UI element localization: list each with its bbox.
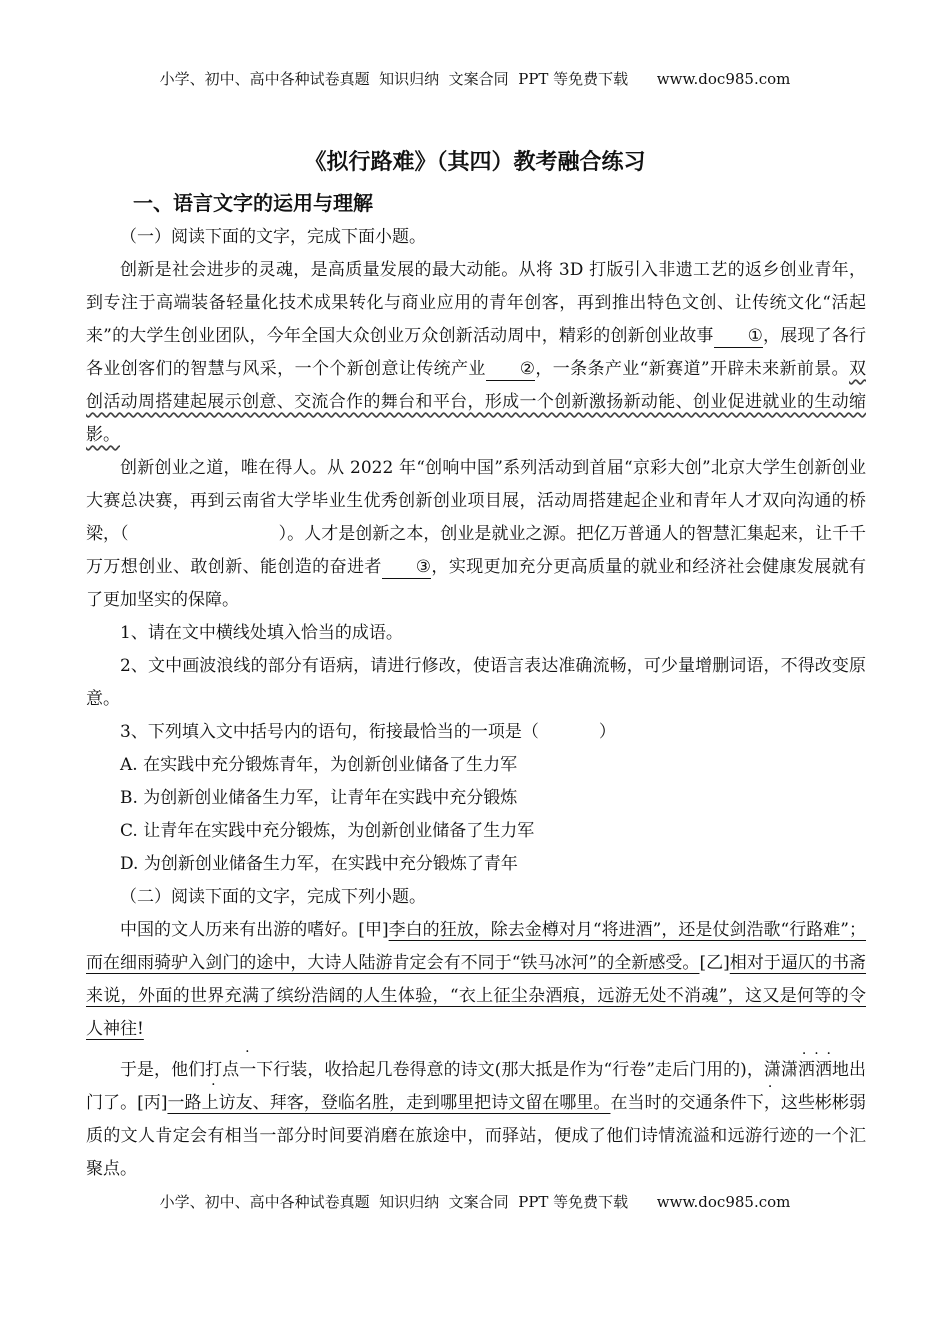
question-1: 1、请在文中横线处填入恰当的成语。 <box>120 623 403 643</box>
text: ，展现了各行各业创客们的智慧与风采，一个个新创意让传统产业 <box>86 326 866 379</box>
option-c: C. 让青年在实践中充分锻炼，为创新创业储备了生力军 <box>120 821 535 841</box>
question-2: 2、文中画波浪线的部分有语病，请进行修改，使语言表达准确流畅，可少量增删词语，不得改变原意。 <box>86 656 866 709</box>
blank-2: ② <box>486 358 535 381</box>
underlined-passage-jia: 李白的狂放，除去金樽对月“将进酒”，还是仗剑浩歌“行路难”；而在细雨骑驴入剑门的途中，大诗人陆游肯定会有不同于“铁马冰河”的全新感受。 <box>86 920 866 973</box>
part1-intro: （一）阅读下面的文字，完成下面小题。 <box>120 227 426 247</box>
text: 创新是社会进步的灵魂，是高质量发展的最大动能。从将 3D 打版引入非遗工艺的返乡创业青年，到专注于高端装备轻量化技术成果转化与商业应用的青年创客，再到推出特色文创、让传统文化“活起来”的大学生创业团队，今年全国大众创业万众创新活动周中，精彩的创新创业故事 <box>86 260 866 346</box>
part1-paragraph-1 <box>86 254 866 452</box>
text: ，一条条产业“新赛道”开辟未来新前景。 <box>535 359 849 379</box>
section-heading: 一、语言文字的运用与理解 <box>133 191 373 215</box>
dotted-word: 打点 · · <box>205 1060 239 1080</box>
blank-3: ③ <box>382 556 431 579</box>
text: 创新创业之道，唯在得人。从 2022 年“创响中国”系列活动到首届“京彩大创”北京大学生创新创业大赛总决赛，再到云南省大学毕业生优秀创新创业项目展，活动周搭建起企业和青年人才双向沟通的桥梁，（ <box>86 458 866 544</box>
document-body <box>86 221 866 1186</box>
page-title: 《拟行路难》（其四）教考融合练习 <box>304 150 646 175</box>
text: 地出门了。[丙] <box>86 1060 867 1113</box>
dotted-word: 潇潇洒洒 · · <box>764 1060 832 1080</box>
text: [乙] <box>699 953 730 973</box>
question-3 <box>86 716 866 749</box>
page-header: 小学、初中、高中各种试卷真题 知识归纳 文案合同 PPT 等免费下载 www.doc985.com <box>159 70 791 88</box>
page-footer: 小学、初中、高中各种试卷真题 知识归纳 文案合同 PPT 等免费下载 www.doc985.com <box>159 1193 791 1211</box>
part2-intro: （二）阅读下面的文字，完成下列小题。 <box>120 887 426 907</box>
part1-paragraph-2 <box>86 452 866 617</box>
text: 3、下列填入文中括号内的语句，衔接最恰当的一项是（ <box>120 722 539 742</box>
option-b: B. 为创新创业储备生力军，让青年在实践中充分锻炼 <box>120 788 518 808</box>
text: 于是，他们 <box>120 1060 206 1080</box>
underlined-passage-bing: 一路上访友、拜客，登临名胜，走到哪里把诗文留在哪里。 <box>167 1093 611 1113</box>
wavy-underlined-sentence: 双创活动周搭建起展示创意、交流合作的舞台和平台，形成一个创新激扬新动能、创业促进就业的生动缩影。 <box>86 359 866 445</box>
text: ，实现更加充分更高质量的就业和经济社会健康发展就有了更加坚实的保障。 <box>86 557 867 610</box>
underlined-passage-yi: 相对于逼仄的书斋来说，外面的世界充满了缤纷浩阔的人生体验，“衣上征尘杂酒痕，远游无处不消魂”，这又是何等的令人神往! <box>86 953 867 1039</box>
option-d: D. 为创新创业储备生力军，在实践中充分锻炼了青年 <box>120 854 518 874</box>
text: 一下行装，收拾起几卷得意的诗文(那大抵是作为“行卷”走后门用的)， <box>239 1060 764 1080</box>
part2-paragraph-2 <box>86 1054 866 1186</box>
option-a: A. 在实践中充分锻炼青年，为创新创业储备了生力军 <box>120 755 518 775</box>
text: 中国的文人历来有出游的嗜好。[甲] <box>120 920 389 940</box>
blank-1: ① <box>714 325 763 348</box>
text: ） <box>598 722 616 742</box>
text: ）。人才是创新之本，创业是就业之源。把亿万普通人的智慧汇集起来，让千千万万想创业、敢创新、能创造的奋进者 <box>86 524 867 577</box>
text: 在当时的交通条件下，这些彬彬弱质的文人肯定会有相当一部分时间要消磨在旅途中，而驿站，便成了他们诗情流溢和远游行迹的一个汇聚点。 <box>86 1093 867 1179</box>
part2-paragraph-1 <box>86 914 866 1046</box>
